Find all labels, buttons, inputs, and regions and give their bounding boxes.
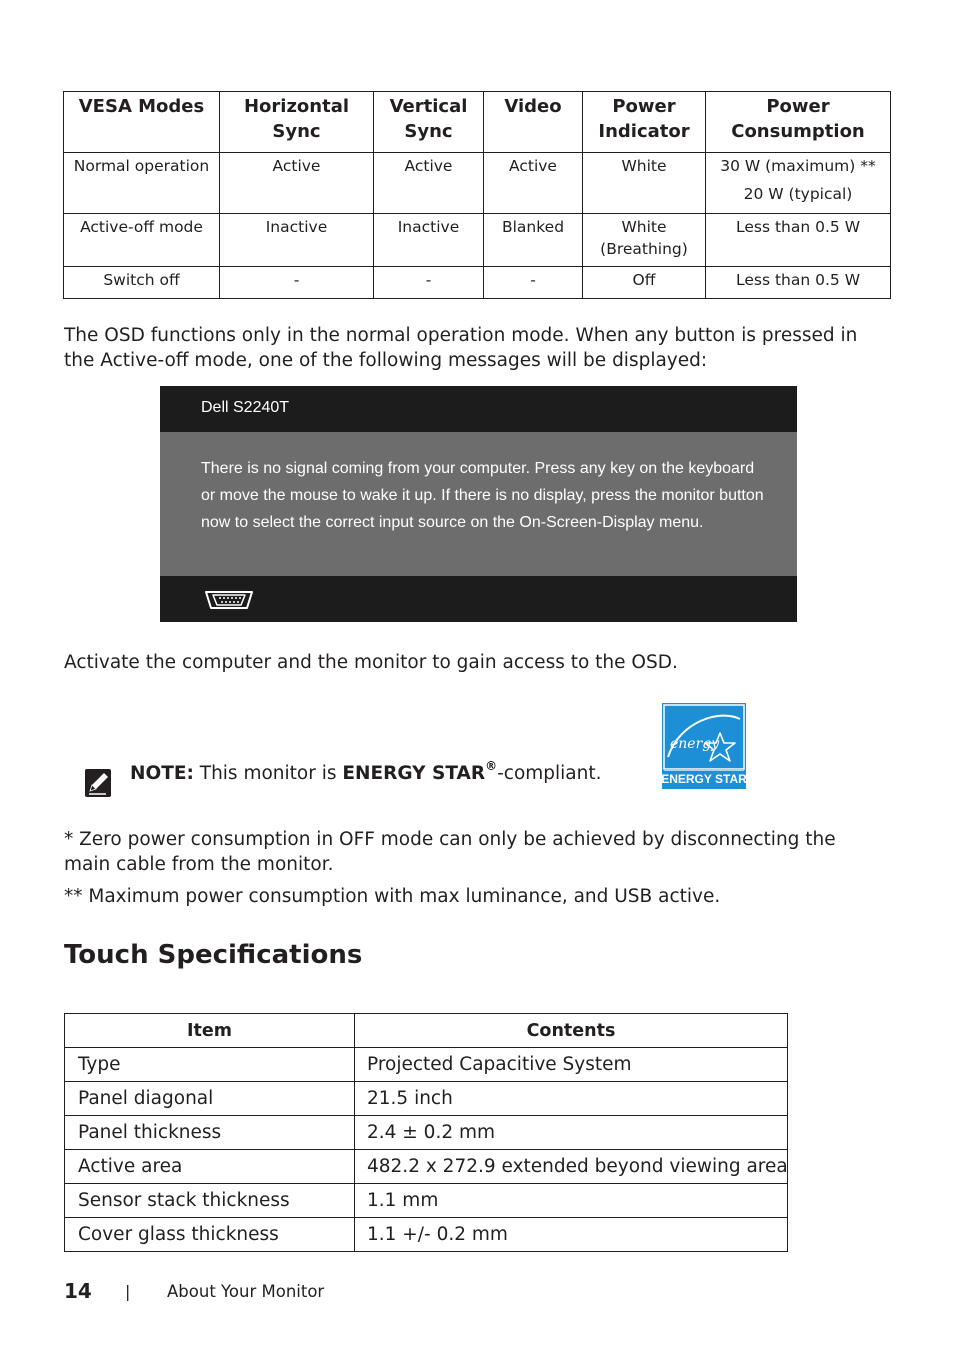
- energy-star-logo: [662, 703, 746, 793]
- vga-connector-icon: [203, 590, 255, 614]
- cell-video: Blanked: [484, 214, 583, 267]
- header-vertical-sync: Vertical Sync: [374, 92, 484, 153]
- note-label: NOTE:: [130, 763, 194, 784]
- cell-vsync: Active: [374, 153, 484, 214]
- cell-mode: Switch off: [64, 267, 220, 299]
- osd-message: There is no signal coming from your computer. Press any key on the keyboard or move the mouse to wake it up. If there is no display, press the monitor button now to select the correct input source on the On-Screen-Display menu.: [201, 460, 764, 531]
- table-row: [65, 1082, 788, 1116]
- footnote-zero-power: * Zero power consumption in OFF mode can only be achieved by disconnecting the main cable from the monitor.: [64, 829, 836, 875]
- touch-specifications-table: [64, 1013, 788, 1252]
- cell-vsync: Inactive: [374, 214, 484, 267]
- table-row: [64, 214, 891, 267]
- cell-contents: Projected Capacitive System: [355, 1048, 788, 1082]
- cell-hsync: Active: [220, 153, 374, 214]
- footer-separator: |: [125, 1282, 131, 1301]
- cell-video: Active: [484, 153, 583, 214]
- osd-title: Dell S2240T: [201, 399, 290, 416]
- osd-footer-bar: [160, 576, 797, 622]
- table-row: [65, 1116, 788, 1150]
- header-vesa-modes: VESA Modes: [64, 92, 220, 153]
- registered-mark: ®: [485, 759, 498, 773]
- table-row: [65, 1218, 788, 1252]
- power-typical: 20 W (typical): [743, 185, 853, 203]
- power-maximum: 30 W (maximum) **: [720, 157, 876, 175]
- cell-contents: 482.2 x 272.9 extended beyond viewing area: [355, 1150, 788, 1184]
- cell-contents: 2.4 ± 0.2 mm: [355, 1116, 788, 1150]
- header-contents: Contents: [355, 1014, 788, 1048]
- cell-item: Panel thickness: [65, 1116, 355, 1150]
- cell-mode: Normal operation: [64, 153, 220, 214]
- cell-mode: Active-off mode: [64, 214, 220, 267]
- cell-item: Sensor stack thickness: [65, 1184, 355, 1218]
- cell-item: Panel diagonal: [65, 1082, 355, 1116]
- chapter-title: About Your Monitor: [167, 1282, 325, 1301]
- energy-star-script: energy: [670, 736, 720, 752]
- header-horizontal-sync: Horizontal Sync: [220, 92, 374, 153]
- note-text-before: This monitor is: [199, 763, 337, 784]
- footnote-max-power: ** Maximum power consumption with max luminance, and USB active.: [64, 886, 721, 907]
- osd-title-bar: [160, 386, 797, 432]
- header-item: Item: [65, 1014, 355, 1048]
- cell-power: Less than 0.5 W: [706, 267, 891, 299]
- header-video: Video: [484, 92, 583, 153]
- cell-indicator: Off: [583, 267, 706, 299]
- cell-power: [706, 153, 891, 214]
- cell-item: Type: [65, 1048, 355, 1082]
- header-power-consumption: Power Consumption: [706, 92, 891, 153]
- cell-item: Cover glass thickness: [65, 1218, 355, 1252]
- power-management-table: [63, 91, 891, 299]
- table-row: [64, 153, 891, 214]
- table-row: [65, 1184, 788, 1218]
- cell-vsync: -: [374, 267, 484, 299]
- note-brand: ENERGY STAR: [342, 763, 486, 784]
- osd-activate-paragraph: Activate the computer and the monitor to gain access to the OSD.: [64, 652, 678, 673]
- header-power-indicator: Power Indicator: [583, 92, 706, 153]
- table-row: [65, 1150, 788, 1184]
- cell-contents: 21.5 inch: [355, 1082, 788, 1116]
- table-row: [65, 1048, 788, 1082]
- cell-indicator: White (Breathing): [583, 214, 706, 267]
- cell-item: Active area: [65, 1150, 355, 1184]
- cell-indicator: White: [583, 153, 706, 214]
- page-number: 14: [64, 1279, 92, 1303]
- table-row: [64, 267, 891, 299]
- cell-contents: 1.1 mm: [355, 1184, 788, 1218]
- cell-contents: 1.1 +/- 0.2 mm: [355, 1218, 788, 1252]
- cell-hsync: Inactive: [220, 214, 374, 267]
- energy-star-note: [130, 760, 602, 788]
- note-text-after: -compliant.: [497, 763, 602, 784]
- cell-video: -: [484, 267, 583, 299]
- pencil-note-icon: [84, 768, 112, 802]
- osd-intro-paragraph: The OSD functions only in the normal operation mode. When any button is pressed in the Active-off mode, one of the following messages will be displayed:: [64, 325, 858, 371]
- osd-no-signal-dialog: [160, 386, 797, 622]
- energy-star-logo-text: ENERGY STAR: [662, 772, 746, 786]
- cell-power: Less than 0.5 W: [706, 214, 891, 267]
- touch-specifications-heading: Touch Specifications: [64, 940, 363, 970]
- cell-hsync: -: [220, 267, 374, 299]
